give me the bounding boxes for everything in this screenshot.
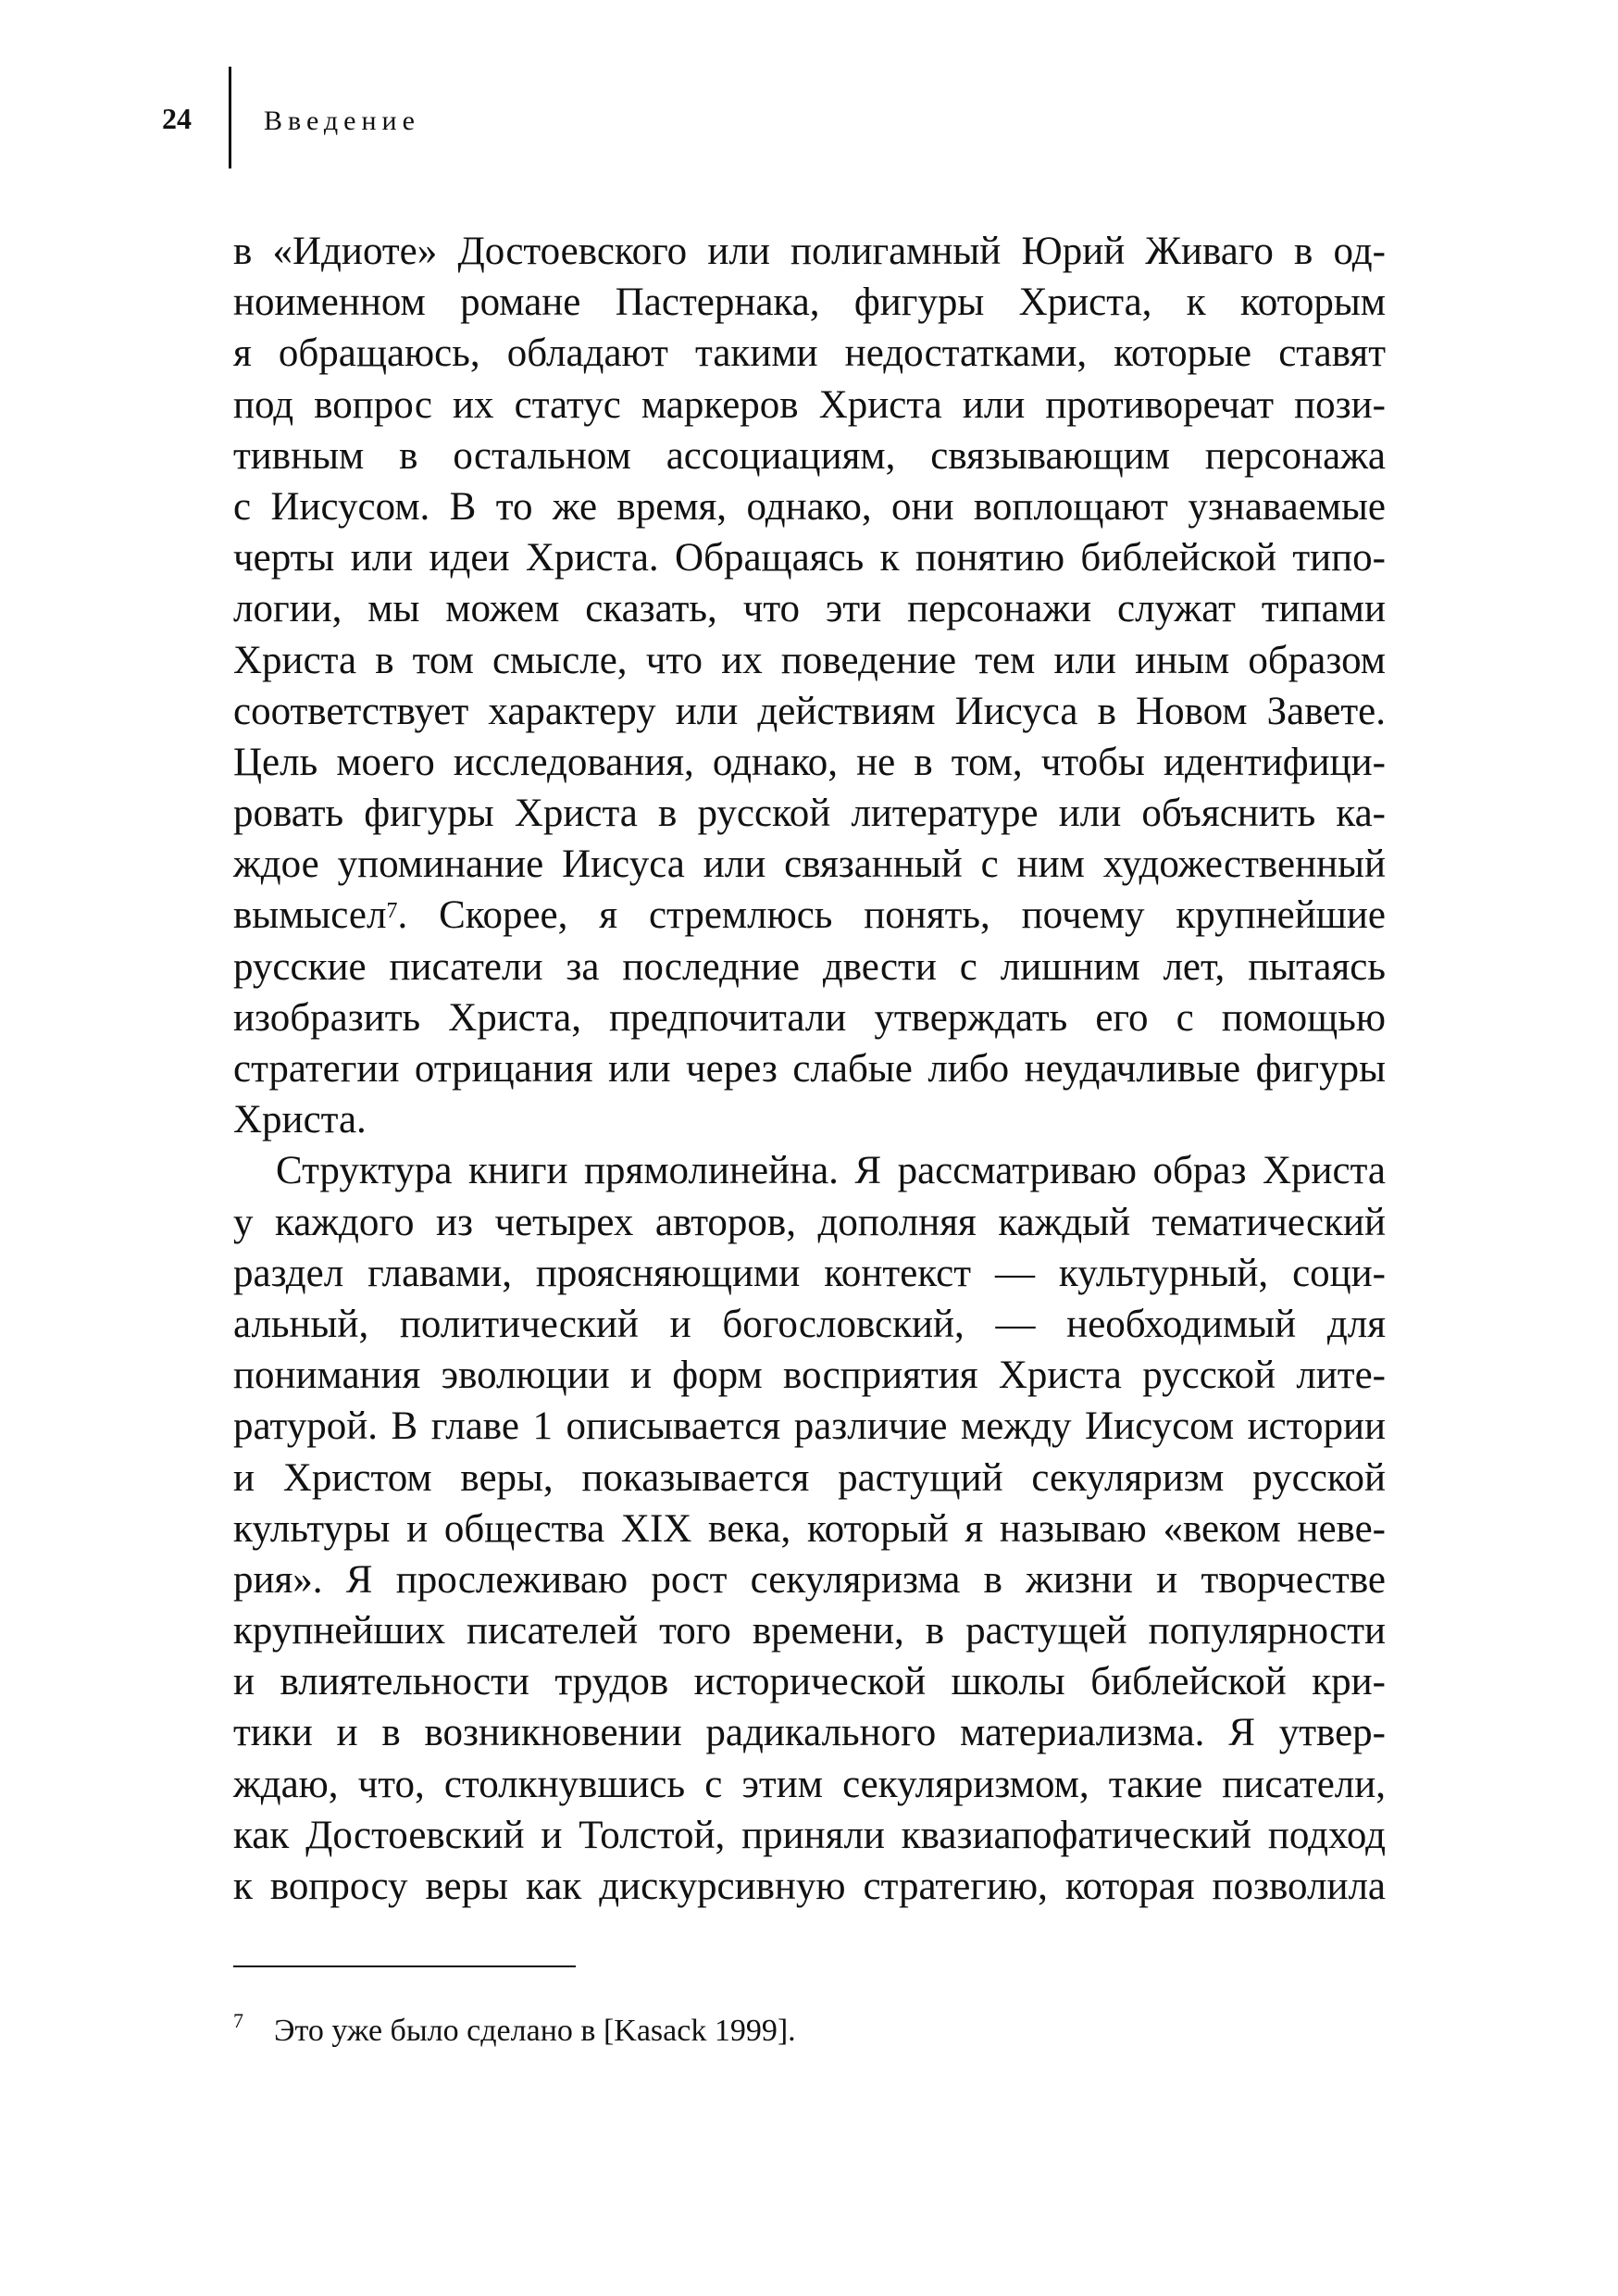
text-line: в «Идиоте» Достоевского или полигамный Юрий Живаго в од- (233, 230, 1386, 273)
text-segment: вымысел (233, 893, 387, 938)
text-line: ровать фигуры Христа в русской литературе или объяснить ка- (233, 792, 1386, 836)
text-line: изобразить Христа, предпочитали утверждать его с помощью (233, 995, 1386, 1040)
text-line: тики и в возникновении радикального материализма. Я утвер- (233, 1711, 1386, 1755)
text-line: и Христом веры, показывается растущий секуляризм русской (233, 1455, 1386, 1500)
text-line: понимания эволюции и форм восприятия Христа русской лите- (233, 1354, 1386, 1398)
text-line: ноименном романе Пастернака, фигуры Христа, к которым (233, 281, 1386, 325)
text-line: как Достоевский и Толстой, приняли квазиапофатический подход (233, 1813, 1386, 1857)
text-line: тивным в остальном ассоциациям, связывающим персонажа (233, 433, 1386, 478)
text-line: черты или идеи Христа. Обращаясь к понятию библейской типо- (233, 536, 1386, 580)
text-line: к вопросу веры как дискурсивную стратегию, которая позволила (233, 1865, 1386, 1908)
paragraph-first-line: Структура книги прямолинейна. Я рассматриваю образ Христа (276, 1149, 1386, 1193)
text-line: альный, политический и богословский, — необходимый для (233, 1302, 1386, 1346)
text-line: ратурой. В главе 1 описывается различие между Иисусом истории (233, 1404, 1386, 1449)
text-line: логии, мы можем сказать, что эти персонажи служат типами (233, 587, 1386, 631)
text-line-with-footnote-ref (233, 890, 1386, 941)
footnote-reference[interactable]: 7 (386, 899, 398, 924)
text-line: стратегии отрицания или через слабые либо неудачливые фигуры (233, 1047, 1386, 1091)
text-line: русские писатели за последние двести с лишним лет, пытаясь (233, 944, 1386, 989)
text-line: соответствует характеру или действиям Иисуса в Новом Завете. (233, 689, 1386, 733)
text-line: у каждого из четырех авторов, дополняя каждый тематический (233, 1200, 1386, 1244)
text-line: Христа в том смысле, что их поведение тем или иным образом (233, 638, 1386, 682)
page-number: 24 (162, 102, 192, 135)
running-head (162, 67, 810, 168)
footnote-divider (233, 1965, 576, 1967)
footnote-number: 7 (233, 2009, 243, 2032)
text-line: культуры и общества XIX века, который я называю «веком неве- (233, 1506, 1386, 1551)
text-line: я обращаюсь, обладают такими недостатками, которые ставят (233, 331, 1386, 376)
text-line: крупнейших писателей того времени, в растущей популярности (233, 1609, 1386, 1653)
footnote (233, 2011, 1386, 2054)
text-line: ждаю, что, столкнувшись с этим секуляризмом, такие писатели, (233, 1762, 1386, 1806)
header-divider (229, 67, 231, 168)
text-line: Христа. (233, 1098, 367, 1142)
section-title: Введение (264, 106, 420, 136)
text-line: с Иисусом. В то же время, однако, они воплощают узнаваемые (233, 484, 1386, 529)
text-line: раздел главами, проясняющими контекст — культурный, соци- (233, 1251, 1386, 1295)
text-segment: . Скорее, я стремлюсь понять, почему крупнейшие (397, 893, 1386, 938)
text-line: под вопрос их статус маркеров Христа или противоречат пози- (233, 382, 1386, 427)
text-line: ждое упоминание Иисуса или связанный с ним художественный (233, 842, 1386, 887)
text-line: рия». Я прослеживаю рост секуляризма в жизни и творчестве (233, 1557, 1386, 1602)
text-line: Цель моего исследования, однако, не в том, чтобы идентифици- (233, 740, 1386, 784)
footnote-text: Это уже было сделано в [Kasack 1999]. (274, 2014, 796, 2048)
body-text (233, 226, 1386, 1912)
text-line: и влиятельности трудов исторической школы библейской кри- (233, 1660, 1386, 1704)
